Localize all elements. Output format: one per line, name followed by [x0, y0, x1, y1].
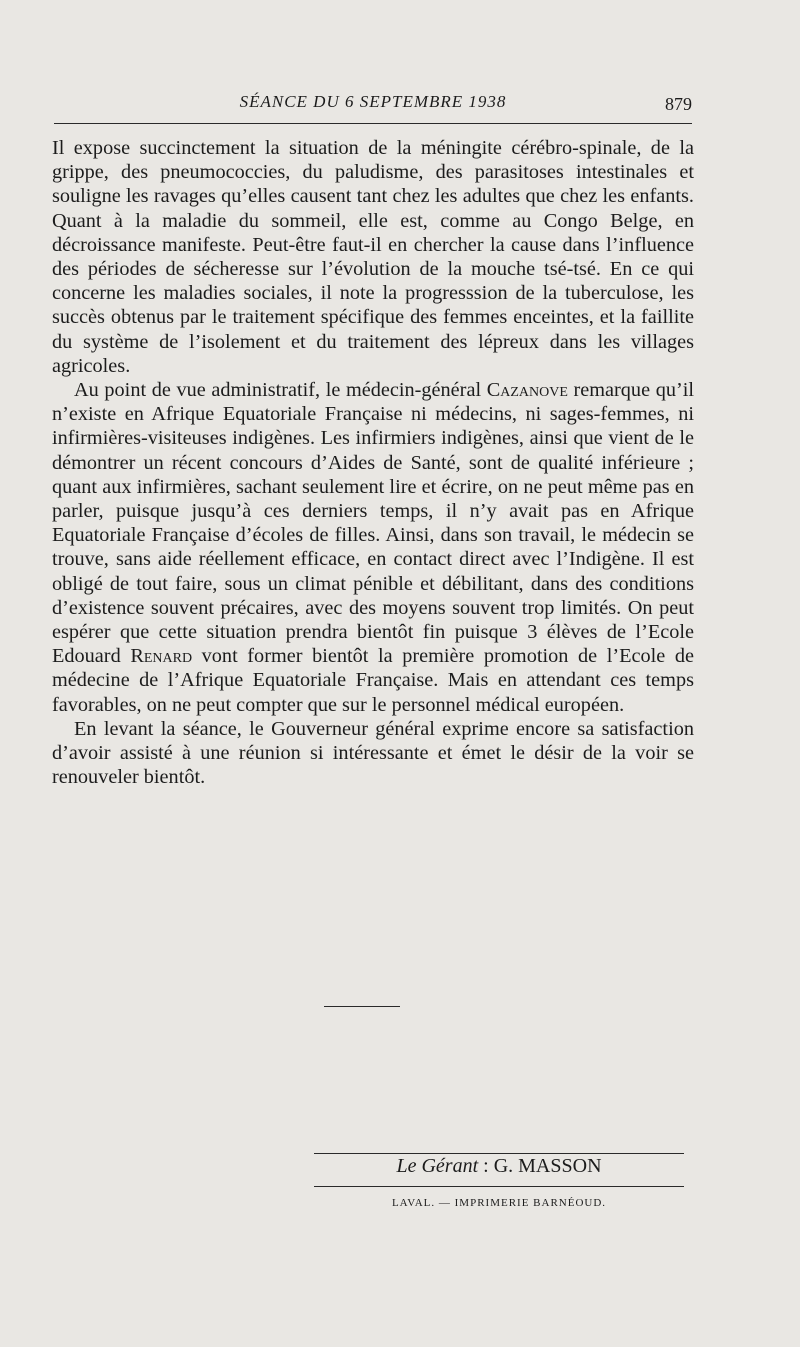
page-header — [52, 92, 694, 122]
paragraph-2-text-c: vont former bientôt la première promotion de l’Ecole de médecine de l’Afrique Equatoriale Française. Mais en attendant ces temps favorables, on ne peut compter que sur le personnel médical européen. — [52, 645, 694, 716]
section-divider — [324, 1006, 400, 1007]
paragraph-2-text-b: remarque qu’il n’existe en Afrique Equatoriale Française ni médecins, ni sages-femmes, ni infirmières-visiteuses indigènes. Les infirmiers indigènes, ainsi que vient de le démontrer un récent concours d’Aides de Santé, sont de qualité inférieure ; quant aux infirmières, sachant seulement lire et écrire, on ne peut même pas en parler, puisque jusqu’à ces derniers temps, il n’y avait pas en Afrique Equatoriale Française d’écoles de filles. Ainsi, dans son travail, le médecin se trouve, sans aide réellement efficace, en contact direct avec l’Indigène. Il est obligé de tout faire, sous un climat pénible et débilitant, dans des conditions d’existence souvent précaires, avec des moyens souvent trop limités. On peut espérer que cette situation prendra bientôt fin puisque 3 élèves de l’Ecole Edouard — [52, 379, 694, 668]
body-text — [52, 136, 694, 789]
author-name-renard: Renard — [130, 645, 193, 668]
paragraph-1: Il expose succinctement la situation de la méningite cérébro-spinale, de la grippe, des pneumococcies, du paludisme, des parasitoses intestinales et souligne les ravages qu’elles causent tant chez les adultes que chez les enfants. Quant à la maladie du sommeil, elle est, comme au Congo Belge, en décroissance manifeste. Peut-être faut-il en chercher la cause dans l’influence des périodes de sécheresse sur l’évolution de la mouche tsé-tsé. En ce qui concerne les maladies sociales, il note la progresssion de la tuberculose, les succès obtenus par le traitement spécifique des femmes enceintes, et la faillite du système de l’isolement et du traitement des lépreux dans les villages agricoles. — [52, 137, 694, 377]
gerant-separator: : — [478, 1155, 494, 1177]
footer-rule-top — [314, 1153, 684, 1154]
author-name-cazanove: Cazanove — [486, 379, 568, 402]
paragraph-2 — [52, 378, 694, 717]
printer-imprint: LAVAL. — IMPRIMERIE BARNÉOUD. — [391, 1197, 607, 1209]
paragraph-2-text-a: Au point de vue administratif, le médecin-général — [74, 379, 487, 402]
header-rule — [54, 123, 692, 124]
gerant-role: Le Gérant — [396, 1155, 479, 1177]
footer-rule-bottom — [314, 1186, 684, 1187]
paragraph-3: En levant la séance, le Gouverneur général exprime encore sa satisfaction d’avoir assisté à une réunion si intéressante et émet le désir de la voir se renouveler bientôt. — [52, 717, 694, 789]
page-number: 879 — [665, 94, 692, 114]
gerant-line — [314, 1155, 684, 1178]
running-title: SÉANCE DU 6 SEPTEMBRE 1938 — [239, 92, 507, 111]
gerant-name: G. MASSON — [493, 1155, 602, 1177]
